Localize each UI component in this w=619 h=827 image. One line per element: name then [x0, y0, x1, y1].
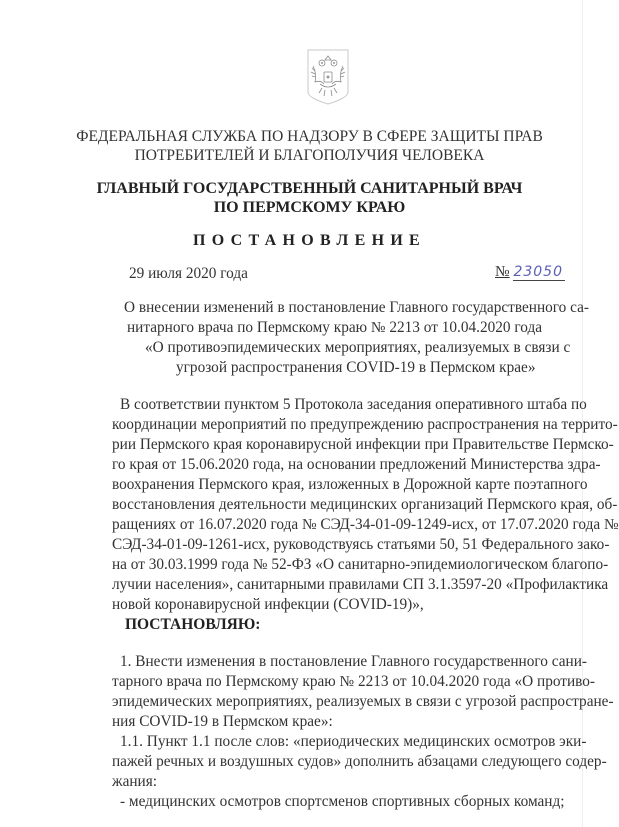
official-title-line-1: ГЛАВНЫЙ ГОСУДАРСТВЕННЫЙ САНИТАРНЫЙ ВРАЧ [96, 180, 523, 197]
preamble-line: на от 30.03.1999 года № 52-ФЗ «О санитарно-эпидемиологическом благопо- [112, 556, 609, 573]
title-line: «О противоэпидемических мероприятиях, реализуемых в связи с [145, 339, 571, 356]
title-line: угрозой распространения COVID-19 в Пермском крае» [176, 359, 536, 376]
preamble-line: координации мероприятий по предупреждению распространения на террито- [112, 416, 618, 433]
preamble-line: го края от 15.06.2020 года, на основании предложений Министерства здра- [112, 456, 601, 473]
item-1-1-line: пажей речных и воздушных судов» дополнить абзацами следующего содер- [112, 753, 607, 770]
item-1-line: эпидемических мероприятиях, реализуемых в связи с угрозой распростране- [112, 693, 614, 710]
preamble-line: рии Пермского края коронавирусной инфекции при Правительстве Пермско- [112, 436, 614, 453]
bullet-item: - медицинских осмотров спортсменов спортивных сборных команд; [120, 793, 565, 810]
handwritten-number: 23050 [513, 264, 563, 280]
org-name-line-2: ПОТРЕБИТЕЛЕЙ И БЛАГОПОЛУЧИЯ ЧЕЛОВЕКА [134, 147, 485, 164]
org-name-line-1: ФЕДЕРАЛЬНАЯ СЛУЖБА ПО НАДЗОРУ В СФЕРЕ ЗАЩИТЫ ПРАВ [76, 128, 543, 145]
preamble-line: лучии населения», санитарными правилами СП 3.1.3597-20 «Профилактика [112, 576, 609, 593]
item-1-line: 1. Внести изменения в постановление Главного государственного сани- [120, 653, 587, 670]
official-title-line-2: ПО ПЕРМСКОМУ КРАЮ [213, 199, 406, 216]
item-1-1-line: жания: [112, 773, 158, 790]
document-type: ПОСТАНОВЛЕНИЕ [192, 232, 427, 249]
preamble-line: воохранения Пермского края, изложенных в Дорожной карте поэтапного [112, 476, 588, 493]
coat-of-arms-icon [307, 48, 349, 106]
item-1-line: тарного врача по Пермскому краю № 2213 от 10.04.2020 года «О противо- [112, 673, 596, 690]
preamble-line: В соответствии пунктом 5 Протокола заседания оперативного штаба по [120, 396, 587, 413]
preamble-line: СЭД-34-01-09-1261-исх, руководствуясь статьями 50, 51 Федерального зако- [112, 536, 610, 553]
document-date: 29 июля 2020 года [129, 265, 248, 282]
item-1-1-line: 1.1. Пункт 1.1 после слов: «периодических медицинских осмотров эки- [120, 733, 587, 750]
resolve-heading: ПОСТАНОВЛЯЮ: [125, 616, 261, 633]
document-number [495, 263, 565, 281]
title-line: О внесении изменений в постановление Главного государственного са- [124, 299, 590, 316]
item-1-line: ния COVID-19 в Пермском крае»: [112, 713, 333, 730]
preamble-line: новой коронавирусной инфекции (COVID-19)», [112, 596, 424, 613]
preamble-line: ращениях от 16.07.2020 года № СЭД-34-01-09-1249-исх, от 17.07.2020 года № [112, 516, 619, 533]
preamble-line: восстановления деятельности медицинских организаций Пермского края, об- [112, 496, 618, 513]
number-sign: № [495, 263, 510, 280]
title-line: нитарного врача по Пермскому краю № 2213 от 10.04.2020 года [127, 319, 543, 336]
